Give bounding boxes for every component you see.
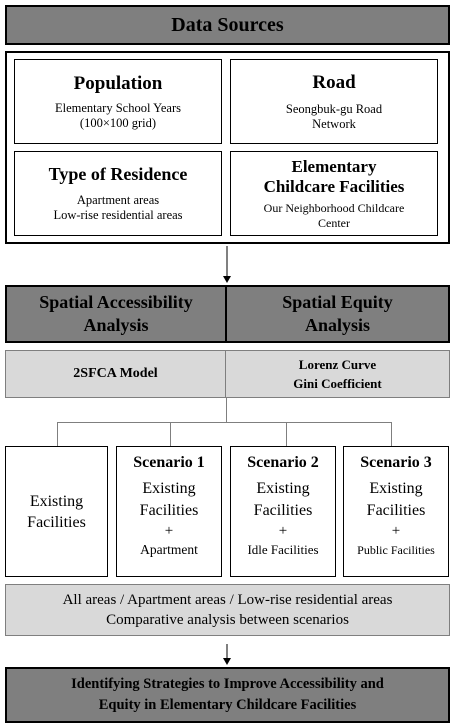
data-sources-title: Data Sources [171, 13, 284, 36]
lorenz-label: Lorenz Curve [298, 357, 377, 372]
connector-horizontal [57, 422, 392, 423]
scenario-3-title: Scenario 3 [360, 454, 432, 471]
scenario-2-line1: Existing [256, 480, 310, 497]
strategy-line1: Identifying Strategies to Improve Accessibility and [71, 676, 384, 692]
comparison-box [5, 584, 450, 636]
road-line2: Network [312, 116, 356, 131]
connector-drop-3 [286, 422, 287, 446]
existing-line1: Existing [29, 492, 84, 510]
strategy-line2: Equity in Elementary Childcare Facilities [98, 697, 357, 713]
residence-title: Type of Residence [48, 164, 188, 184]
equity-line1: Spatial Equity [282, 292, 393, 312]
comparison-line2: Comparative analysis between scenarios [106, 612, 349, 628]
connector-drop-4 [391, 422, 392, 446]
scenario-2-box [230, 446, 336, 577]
scenario-2-extra: Idle Facilities [247, 542, 319, 557]
scenario-2-plus: + [278, 523, 288, 539]
facilities-line1: Our Neighborhood Childcare [263, 200, 405, 215]
scenario-2-title: Scenario 2 [247, 454, 319, 471]
gini-label: Gini Coefficient [293, 376, 382, 391]
model-box [5, 350, 226, 398]
scenario-3-line2: Facilities [366, 502, 426, 519]
scenario-1-line1: Existing [142, 480, 196, 497]
population-line1: Elementary School Years [54, 100, 182, 115]
population-line2: (100×100 grid) [79, 115, 157, 130]
residence-line2: Low-rise residential areas [53, 208, 183, 222]
scenario-1-box [116, 446, 222, 577]
scenario-1-line2: Facilities [139, 502, 199, 519]
existing-line2: Facilities [27, 513, 86, 531]
scenario-3-line1: Existing [369, 480, 423, 497]
strategy-box [5, 667, 450, 723]
scenario-1-plus: + [164, 523, 174, 539]
spatial-equity-header [225, 285, 450, 343]
facilities-line2: Center [318, 215, 350, 230]
scenario-3-extra: Public Facilities [357, 543, 435, 557]
scenario-1-title: Scenario 1 [133, 454, 205, 471]
equity-methods-box [225, 350, 450, 398]
connector-drop-2 [170, 422, 171, 446]
scenario-existing-box [5, 446, 108, 577]
comparison-line1: All areas / Apartment areas / Low-rise residential areas [62, 592, 393, 608]
road-line1: Seongbuk-gu Road [285, 101, 383, 116]
residence-line1: Apartment areas [76, 193, 160, 207]
scenario-2-line2: Facilities [253, 502, 313, 519]
population-title: Population [73, 72, 163, 94]
road-title: Road [312, 71, 356, 93]
scenario-1-extra: Apartment [140, 542, 198, 557]
spatial-accessibility-header [5, 285, 227, 343]
scenario-3-plus: + [391, 523, 401, 539]
model-label: 2SFCA Model [73, 366, 158, 381]
equity-line2: Analysis [304, 315, 371, 335]
scenario-3-box [343, 446, 449, 577]
accessibility-line2: Analysis [83, 315, 149, 335]
facilities-title2: Childcare Facilities [263, 176, 405, 196]
facilities-title1: Elementary [291, 156, 377, 176]
connector-vertical [226, 398, 227, 422]
accessibility-line1: Spatial Accessibility [39, 292, 193, 312]
connector-drop-1 [57, 422, 58, 446]
